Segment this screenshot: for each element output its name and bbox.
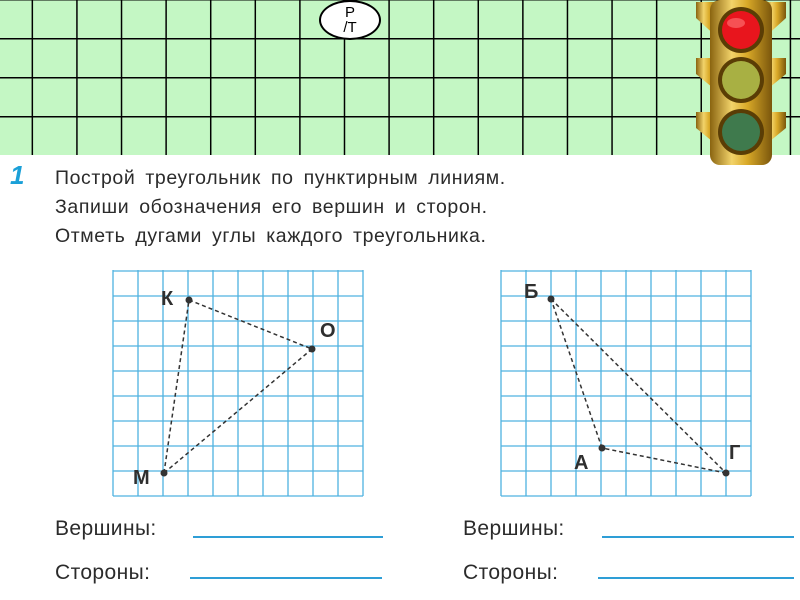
vertices-answer-line-left[interactable]: [193, 536, 383, 538]
green-lamp: [722, 113, 760, 151]
vertices-answer-line-right[interactable]: [602, 536, 794, 538]
exercise-number: 1: [10, 160, 25, 190]
vertices-label-right: Вершины:: [463, 517, 565, 540]
vertex-a: [599, 445, 606, 452]
traffic-light-icon: [696, 0, 786, 165]
header-grid-strip: [0, 0, 800, 155]
label-a: А: [574, 452, 589, 474]
label-b: Б: [524, 281, 539, 303]
red-lamp: [722, 11, 760, 49]
vertex-g: [723, 470, 730, 477]
label-m: М: [133, 467, 150, 489]
exercise-instructions: [55, 164, 675, 251]
instruction-line: Построй треугольник по пунктирным линиям.: [55, 167, 506, 189]
label-o: О: [320, 320, 336, 342]
grid-left: [110, 268, 368, 498]
vertices-label-left: Вершины:: [55, 517, 157, 540]
vertex-b: [548, 296, 555, 303]
vertex-m: [161, 470, 168, 477]
label-g: Г: [729, 442, 741, 464]
vertex-k: [186, 297, 193, 304]
instruction-line: Отметь дугами углы каждого треугольника.: [55, 225, 487, 247]
instruction-line: Запиши обозначения его вершин и сторон.: [55, 196, 488, 218]
sides-label-left: Стороны:: [55, 561, 151, 584]
label-k: К: [161, 288, 174, 310]
sides-answer-line-right[interactable]: [598, 577, 794, 579]
yellow-lamp: [722, 61, 760, 99]
sides-label-right: Стороны:: [463, 561, 559, 584]
vertex-o: [309, 346, 316, 353]
workbook-badge: Р/Т: [319, 0, 381, 40]
sides-answer-line-left[interactable]: [190, 577, 382, 579]
